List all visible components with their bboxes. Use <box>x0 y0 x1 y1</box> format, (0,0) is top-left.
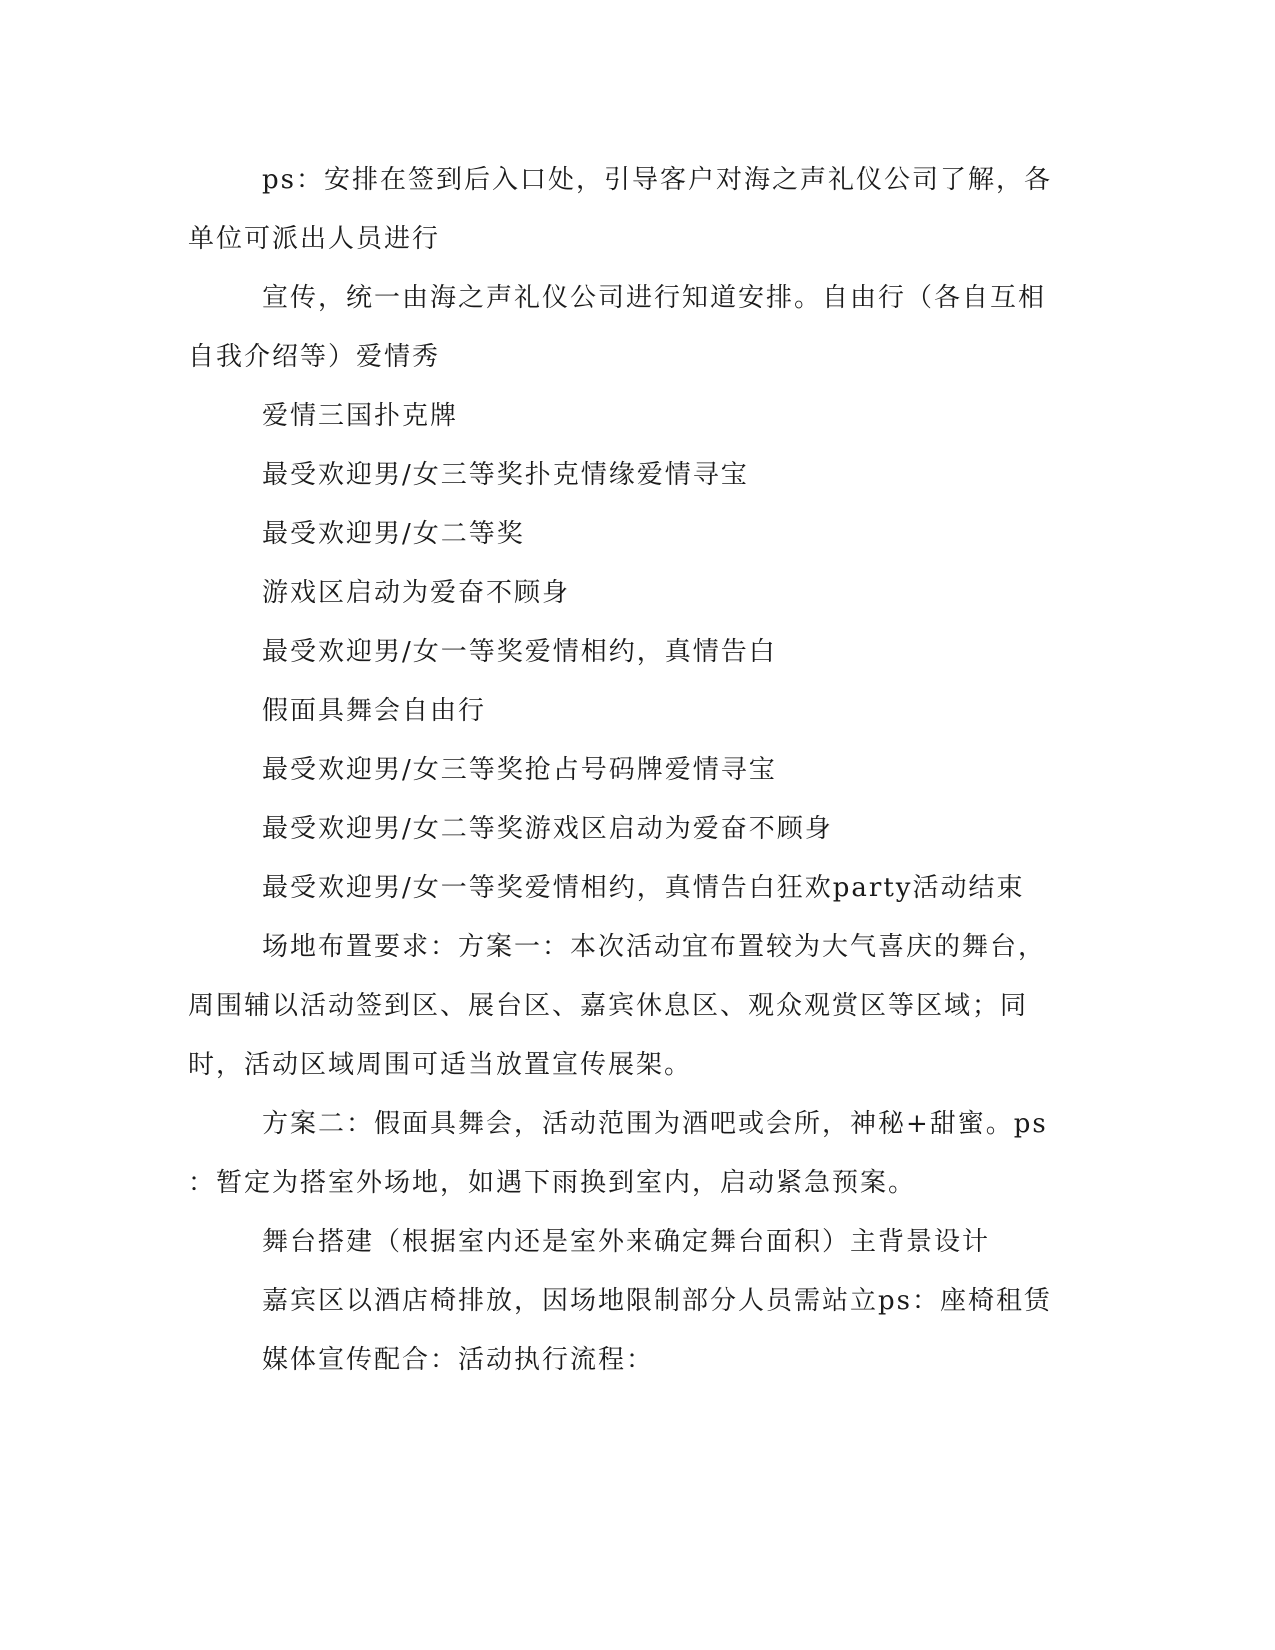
text-line: 宣传，统一由海之声礼仪公司进行知道安排。自由行（各自互相 <box>262 283 1047 313</box>
text-line: 最受欢迎男/女一等奖爱情相约，真情告白狂欢party活动结束 <box>262 873 1025 903</box>
text-line: 最受欢迎男/女三等奖抢占号码牌爱情寻宝 <box>262 755 777 785</box>
text-line: 游戏区启动为爱奋不顾身 <box>262 578 571 608</box>
text-line: 自我介绍等）爱情秀 <box>188 342 441 372</box>
text-line: 舞台搭建（根据室内还是室外来确定舞台面积）主背景设计 <box>262 1227 991 1257</box>
text-line: 周围辅以活动签到区、展台区、嘉宾休息区、观众观赏区等区域；同 <box>188 991 1029 1021</box>
text-line: 最受欢迎男/女三等奖扑克情缘爱情寻宝 <box>262 460 749 490</box>
text-line: 场地布置要求：方案一：本次活动宜布置较为大气喜庆的舞台， <box>262 932 1047 962</box>
text-line: ：暂定为搭室外场地，如遇下雨换到室内，启动紧急预案。 <box>188 1168 917 1198</box>
text-line: 爱情三国扑克牌 <box>262 401 459 431</box>
text-line: 最受欢迎男/女二等奖游戏区启动为爱奋不顾身 <box>262 814 833 844</box>
text-line: 假面具舞会自由行 <box>262 696 487 726</box>
text-line: 最受欢迎男/女二等奖 <box>262 519 525 549</box>
text-line: 时，活动区域周围可适当放置宣传展架。 <box>188 1050 693 1080</box>
text-line: 嘉宾区以酒店椅排放，因场地限制部分人员需站立ps：座椅租赁 <box>262 1286 1052 1316</box>
text-line: 单位可派出人员进行 <box>188 224 441 254</box>
text-line: 媒体宣传配合：活动执行流程： <box>262 1345 655 1375</box>
text-line: ps：安排在签到后入口处，引导客户对海之声礼仪公司了解，各 <box>262 165 1052 195</box>
text-line: 方案二：假面具舞会，活动范围为酒吧或会所，神秘+甜蜜。ps <box>262 1109 1048 1139</box>
text-line: 最受欢迎男/女一等奖爱情相约，真情告白 <box>262 637 777 667</box>
